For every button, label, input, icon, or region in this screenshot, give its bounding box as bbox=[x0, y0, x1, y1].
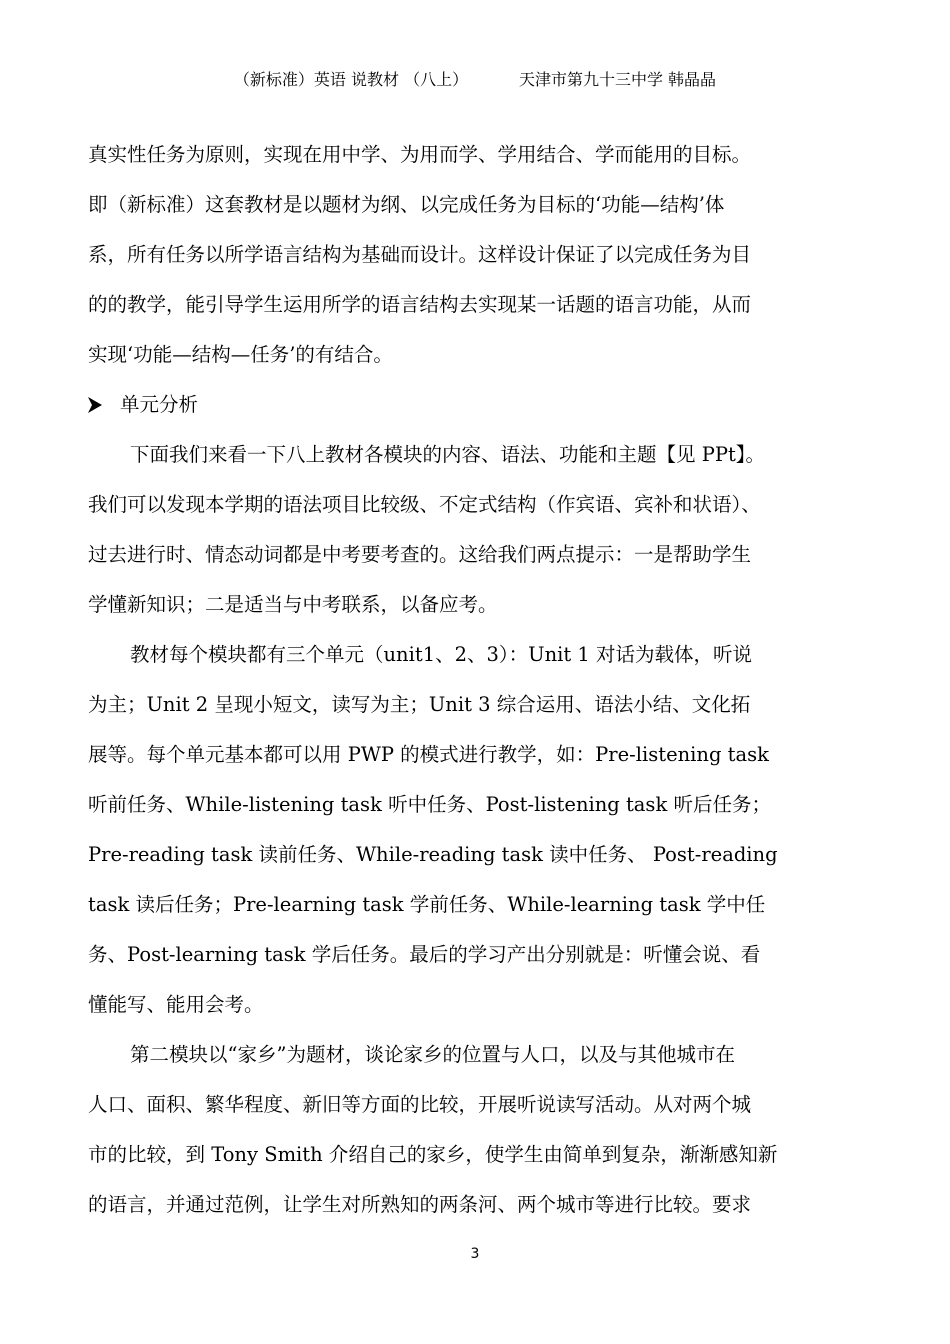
header-right: 天津市第九十三中学 韩晶晶 bbox=[518, 70, 717, 89]
text-line: 我们可以发现本学期的语法项目比较级、不定式结构（作宾语、宾补和状语）、 bbox=[88, 493, 761, 516]
text-line: 的语言，并通过范例，让学生对所熟知的两条河、两个城市等进行比较。要求 bbox=[88, 1193, 752, 1216]
document-body bbox=[88, 130, 868, 1230]
text-line: 务、Post-learning task 学后任务。最后的学习产出分别就是：听懂会说、看 bbox=[88, 943, 761, 966]
text-line: 过去进行时、情态动词都是中考要考查的。这给我们两点提示：一是帮助学生 bbox=[88, 543, 752, 566]
text-line: 为主；Unit 2 呈现小短文，读写为主；Unit 3 综合运用、语法小结、文化拓 bbox=[88, 693, 751, 716]
text-line: Pre-reading task 读前任务、While-reading task 读中任务、 Post-reading bbox=[88, 843, 778, 866]
page-header bbox=[0, 68, 950, 92]
text-line: 懂能写、能用会考。 bbox=[88, 993, 264, 1016]
text-line: 听前任务、While-listening task 听中任务、Post-listening task 听后任务； bbox=[88, 793, 771, 816]
section-heading-text: 单元分析 bbox=[120, 393, 199, 416]
text-line: 的的教学，能引导学生运用所学的语言结构去实现某一话题的语言功能，从而 bbox=[88, 293, 752, 316]
text-line: 展等。每个单元基本都可以用 PWP 的模式进行教学，如：Pre-listening task bbox=[88, 743, 769, 766]
arrowhead-bullet-icon bbox=[88, 397, 102, 413]
text-line: 学懂新知识；二是适当与中考联系，以备应考。 bbox=[88, 593, 498, 616]
text-line: task 读后任务；Pre-learning task 学前任务、While-learning task 学中任 bbox=[88, 893, 766, 916]
text-line: 实现‘功能—结构—任务’的有结合。 bbox=[88, 343, 393, 366]
text-line: 人口、面积、繁华程度、新旧等方面的比较，开展听说读写活动。从对两个城 bbox=[88, 1093, 752, 1116]
text-line: 即（新标准）这套教材是以题材为纲、以完成任务为目标的‘功能—结构’体 bbox=[88, 193, 725, 216]
page-number: 3 bbox=[470, 1246, 480, 1262]
text-line: 市的比较，到 Tony Smith 介绍自己的家乡，使学生由简单到复杂，渐渐感知新 bbox=[88, 1143, 778, 1166]
text-line: 系，所有任务以所学语言结构为基础而设计。这样设计保证了以完成任务为目 bbox=[88, 243, 752, 266]
section-heading bbox=[88, 380, 868, 430]
text-line: 第二模块以“家乡”为题材，谈论家乡的位置与人口，以及与其他城市在 bbox=[130, 1043, 735, 1066]
header-left: （新标准）英语 说教材 （八上） bbox=[233, 70, 469, 89]
text-line: 真实性任务为原则，实现在用中学、为用而学、学用结合、学而能用的目标。 bbox=[88, 143, 752, 166]
text-line: 下面我们来看一下八上教材各模块的内容、语法、功能和主题【见 PPt】。 bbox=[130, 443, 766, 466]
text-line: 教材每个模块都有三个单元（unit1、2、3）：Unit 1 对话为载体，听说 bbox=[130, 643, 753, 666]
